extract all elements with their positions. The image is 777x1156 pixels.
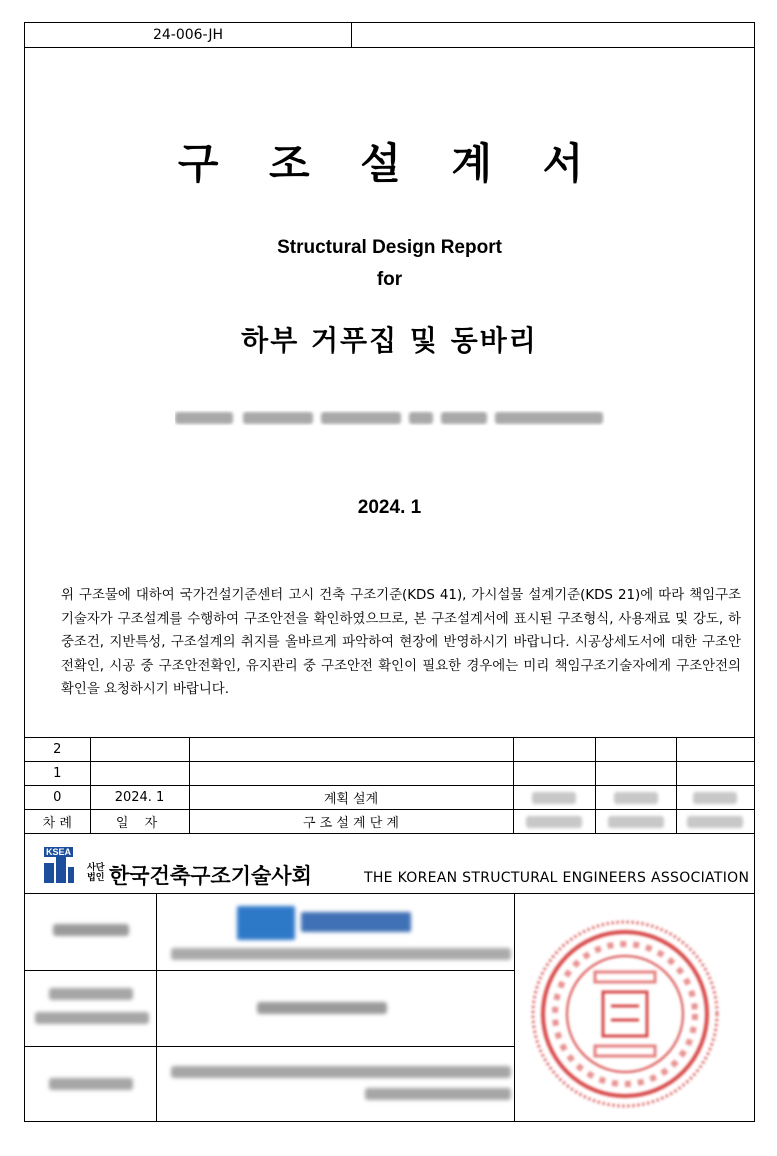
ksea-logo-text: KSEA [46,847,72,857]
header-empty-cell [352,23,754,47]
signature-cell-blurred [513,786,595,810]
column-header-blurred [513,810,595,834]
association-name-ko: 한국건축구조기술사회 [109,864,312,888]
signature-cell [513,738,595,762]
document-number: 24-006-JH [25,23,352,47]
legal-entity-prefix [87,863,104,883]
legal-prefix-line2: 법인 [87,873,105,883]
table-row [25,786,754,810]
table-header-row [25,810,754,834]
report-subtitle-en: Structural Design Report [277,237,502,258]
revision-no: 2 [25,738,90,762]
column-header-date: 일 자 [90,810,189,834]
redacted-client-line [175,407,605,429]
signature-cell-blurred [595,786,676,810]
column-header-no: 차 례 [25,810,90,834]
column-header-blurred [595,810,676,834]
revision-stage [189,738,513,762]
table-row [25,762,754,786]
signature-cell [513,762,595,786]
column-header-blurred [676,810,754,834]
report-subtitle-for: for [376,269,403,290]
header-bar [25,23,754,48]
column-header-stage: 구 조 설 계 단 계 [189,810,513,834]
revision-date: 2024. 1 [90,786,189,810]
design-notice: 위 구조물에 대하여 국가건설기준센터 고시 건축 구조기준(KDS 41), 가시설물 설계기준(KDS 21)에 따라 책임구조기술자가 구조설계를 수행하여 구조안전을 확인하였으므로, 본 구조설계서에 표시된 구조형식, 사용재료 및 강도, 하중조건, 지반특성, 구조설계의 취지를 올바르게 파악하여 현장에 반영하시기 바랍니다. 시공상세도서에 대한 구조안전확인, 시공 중 구조안전확인, 유지관리 중 구조안전 확인이 필요한 경우에는 미리 책임구조기술자에게 구조안전의 확인을 요청하시기 바랍니다. [61,588,741,697]
ksea-logo-icon [44,853,76,885]
redacted-signatory-info [25,894,514,1121]
revision-stage: 계획 설계 [189,786,513,810]
association-name-en: THE KOREAN STRUCTURAL ENGINEERS ASSOCIATION [364,870,750,886]
signature-cell [595,738,676,762]
report-cover [24,22,755,1122]
revision-stage [189,762,513,786]
signature-cell [595,762,676,786]
legal-prefix-line1: 사단 [87,863,105,873]
signature-cell [676,738,754,762]
project-name: 하부 거푸집 및 동바리 [241,324,538,357]
revision-no: 0 [25,786,90,810]
revision-table [25,737,754,834]
revision-no: 1 [25,762,90,786]
association-banner [25,841,754,894]
divider [514,894,515,1121]
report-date: 2024. 1 [357,497,422,518]
signature-cell [676,762,754,786]
signatory-block [25,894,754,1121]
revision-date [90,738,189,762]
report-title: 구 조 설 계 서 [177,139,602,188]
signature-cell-blurred [676,786,754,810]
table-row [25,738,754,762]
official-seal-icon [525,914,725,1114]
revision-date [90,762,189,786]
